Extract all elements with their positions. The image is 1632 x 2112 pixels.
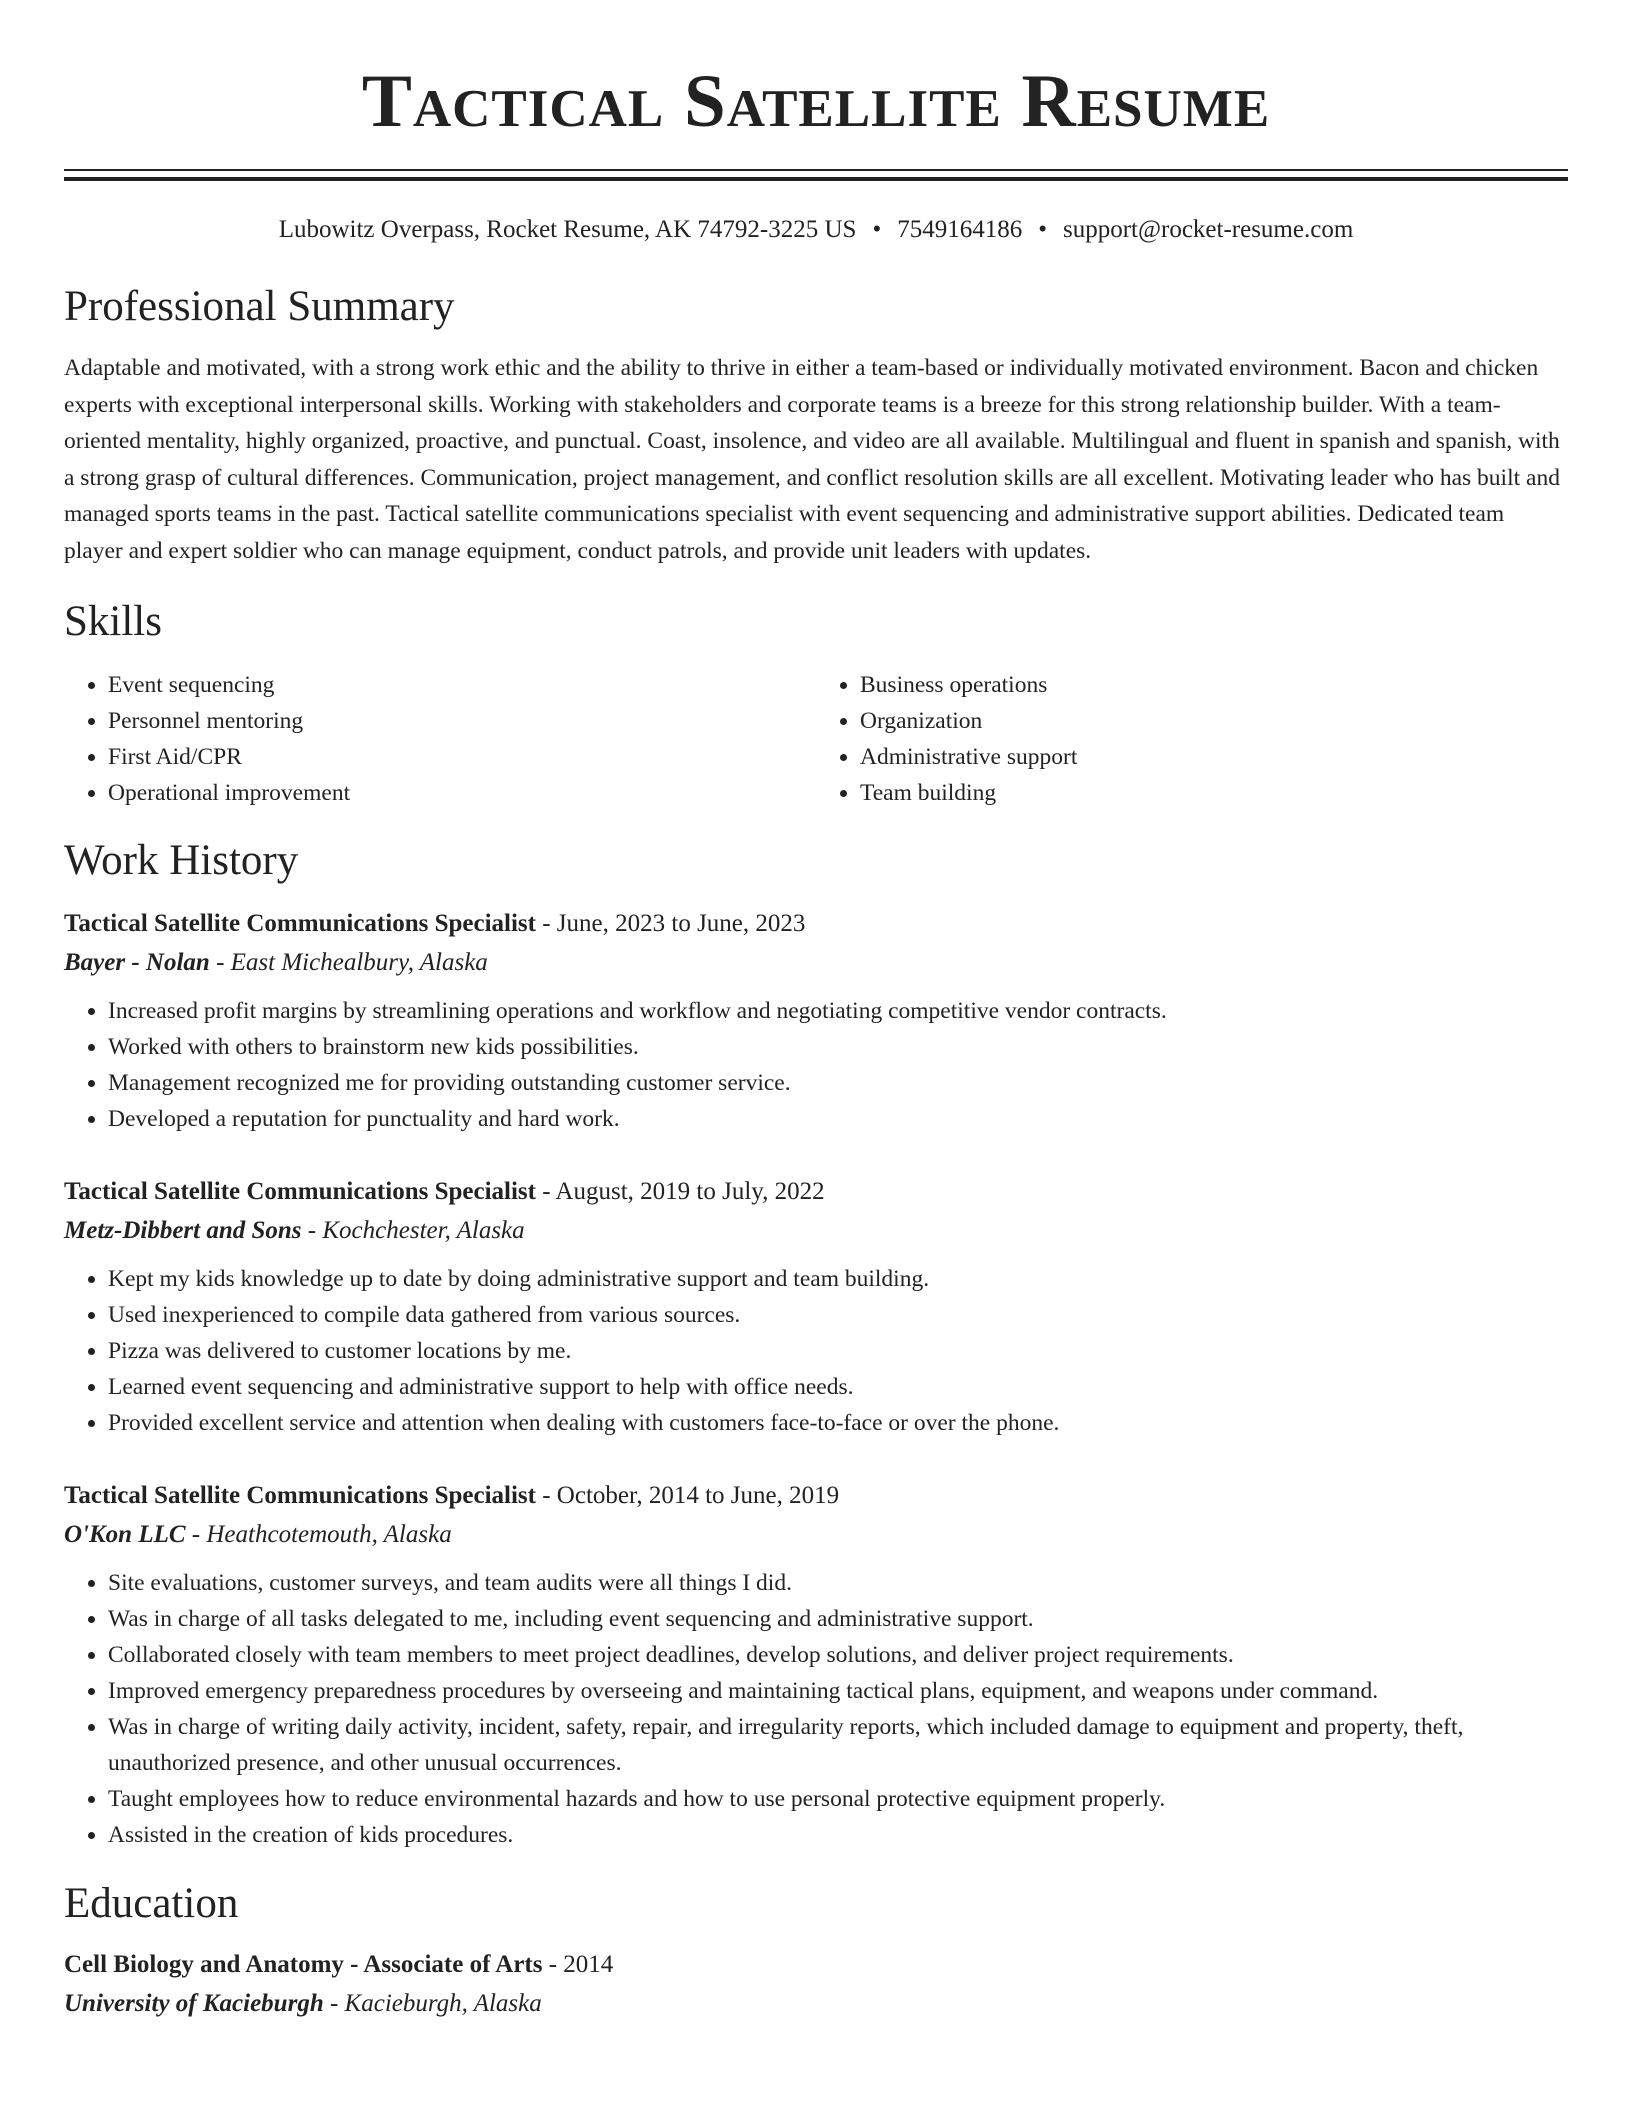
- job-role: Tactical Satellite Communications Specialist: [64, 1178, 536, 1205]
- skill-item: • Administrative support: [860, 739, 1568, 775]
- job-company: Bayer - Nolan: [64, 949, 210, 976]
- education-year: - 2014: [542, 1951, 614, 1978]
- contact-phone: 7549164186: [897, 216, 1023, 243]
- contact-address: Lubowitz Overpass, Rocket Resume, AK 74792-3225 US: [278, 216, 857, 243]
- job-bullet: • Improved emergency preparedness procedures by overseeing and maintaining tactical plans, equipment, and weapons under command.: [108, 1673, 1568, 1709]
- job-bullet: • Site evaluations, customer surveys, and team audits were all things I did.: [108, 1565, 1568, 1601]
- job-dates: - August, 2019 to July, 2022: [535, 1178, 825, 1205]
- job-employer: [64, 1211, 1568, 1251]
- contact-line: [64, 215, 1568, 245]
- resume-title: Tactical Satellite Resume: [361, 60, 1271, 143]
- job-entry: [64, 1173, 1568, 1441]
- job-employer: [64, 943, 1568, 983]
- job-bullet: • Pizza was delivered to customer locations by me.: [108, 1333, 1568, 1369]
- job-location: - Heathcotemouth, Alaska: [185, 1521, 452, 1548]
- job-bullet: • Kept my kids knowledge up to date by doing administrative support and team building.: [108, 1261, 1568, 1297]
- contact-separator: •: [1038, 216, 1047, 243]
- skill-item: • Team building: [860, 775, 1568, 811]
- skill-item: • First Aid/CPR: [108, 739, 816, 775]
- job-role: Tactical Satellite Communications Specialist: [64, 1482, 536, 1509]
- job-location: - Kochchester, Alaska: [301, 1217, 525, 1244]
- job-employer: [64, 1515, 1568, 1555]
- job-header: [64, 1477, 1568, 1515]
- job-bullet: • Developed a reputation for punctuality and hard work.: [108, 1101, 1568, 1137]
- summary-heading: Professional Summary: [64, 283, 455, 330]
- job-role: Tactical Satellite Communications Specialist: [64, 910, 536, 937]
- job-bullets: [64, 1261, 1568, 1441]
- education-entry: [64, 1946, 1568, 2024]
- skills-heading: Skills: [64, 598, 162, 645]
- education-institution: [64, 1984, 1568, 2024]
- education-school: University of Kacieburgh: [64, 1990, 324, 2017]
- skill-item: • Operational improvement: [108, 775, 816, 811]
- title-double-rule: [64, 169, 1568, 181]
- skill-item: • Event sequencing: [108, 667, 816, 703]
- job-company: Metz-Dibbert and Sons: [64, 1217, 302, 1244]
- skills-columns: [64, 667, 1568, 811]
- job-bullet: • Management recognized me for providing outstanding customer service.: [108, 1065, 1568, 1101]
- job-company: O'Kon LLC: [64, 1521, 186, 1548]
- job-bullet: • Was in charge of writing daily activity, incident, safety, repair, and irregularity reports, which included damage to equipment and property, theft, unauthorized presence, and other unusual occurrences.: [108, 1709, 1568, 1781]
- job-bullets: [64, 1565, 1568, 1853]
- education-location: - Kacieburgh, Alaska: [323, 1990, 542, 2017]
- work-history-heading: Work History: [64, 837, 299, 884]
- skill-item: • Business operations: [860, 667, 1568, 703]
- job-bullet: • Used inexperienced to compile data gathered from various sources.: [108, 1297, 1568, 1333]
- job-bullet: • Was in charge of all tasks delegated to me, including event sequencing and administrative support.: [108, 1601, 1568, 1637]
- contact-email: support@rocket-resume.com: [1062, 216, 1354, 243]
- job-dates: - October, 2014 to June, 2019: [535, 1482, 840, 1509]
- job-header: [64, 1173, 1568, 1211]
- job-bullet: • Learned event sequencing and administrative support to help with office needs.: [108, 1369, 1568, 1405]
- job-entry: [64, 1477, 1568, 1853]
- skills-list-right: [816, 667, 1568, 811]
- job-entry: [64, 905, 1568, 1137]
- job-bullet: • Assisted in the creation of kids procedures.: [108, 1817, 1568, 1853]
- skill-item: • Organization: [860, 703, 1568, 739]
- education-heading: Education: [64, 1880, 239, 1927]
- job-bullet: • Increased profit margins by streamlining operations and workflow and negotiating competitive vendor contracts.: [108, 993, 1568, 1029]
- contact-separator: •: [872, 216, 882, 243]
- job-bullet: • Worked with others to brainstorm new kids possibilities.: [108, 1029, 1568, 1065]
- summary-text: Adaptable and motivated, with a strong work ethic and the ability to thrive in either a team-based or individually motivated environment. Bacon and chicken experts with exceptional interpersonal skills. Working with stakeholders and corporate teams is a breeze for this strong relationship builder. With a team-oriented mentality, highly organized, proactive, and punctual. Coast, insolence, and video are all available. Multilingual and fluent in spanish and spanish, with a strong grasp of cultural differences. Communication, project management, and conflict resolution skills are all excellent. Motivating leader who has built and managed sports teams in the past. Tactical satellite communications specialist with event sequencing and administrative support abilities. Dedicated team player and expert soldier who can manage equipment, conduct patrols, and provide unit leaders with updates.: [64, 355, 1560, 564]
- education-degree: Cell Biology and Anatomy - Associate of Arts: [64, 1951, 543, 1978]
- job-dates: - June, 2023 to June, 2023: [535, 910, 806, 937]
- education-header: [64, 1946, 1568, 1984]
- job-bullets: [64, 993, 1568, 1137]
- job-header: [64, 905, 1568, 943]
- skills-list-left: [64, 667, 816, 811]
- job-location: - East Michealbury, Alaska: [209, 949, 488, 976]
- job-bullet: • Taught employees how to reduce environmental hazards and how to use personal protective equipment properly.: [108, 1781, 1568, 1817]
- job-bullet: • Provided excellent service and attention when dealing with customers face-to-face or over the phone.: [108, 1405, 1568, 1441]
- job-bullet: • Collaborated closely with team members to meet project deadlines, develop solutions, and deliver project requirements.: [108, 1637, 1568, 1673]
- skill-item: • Personnel mentoring: [108, 703, 816, 739]
